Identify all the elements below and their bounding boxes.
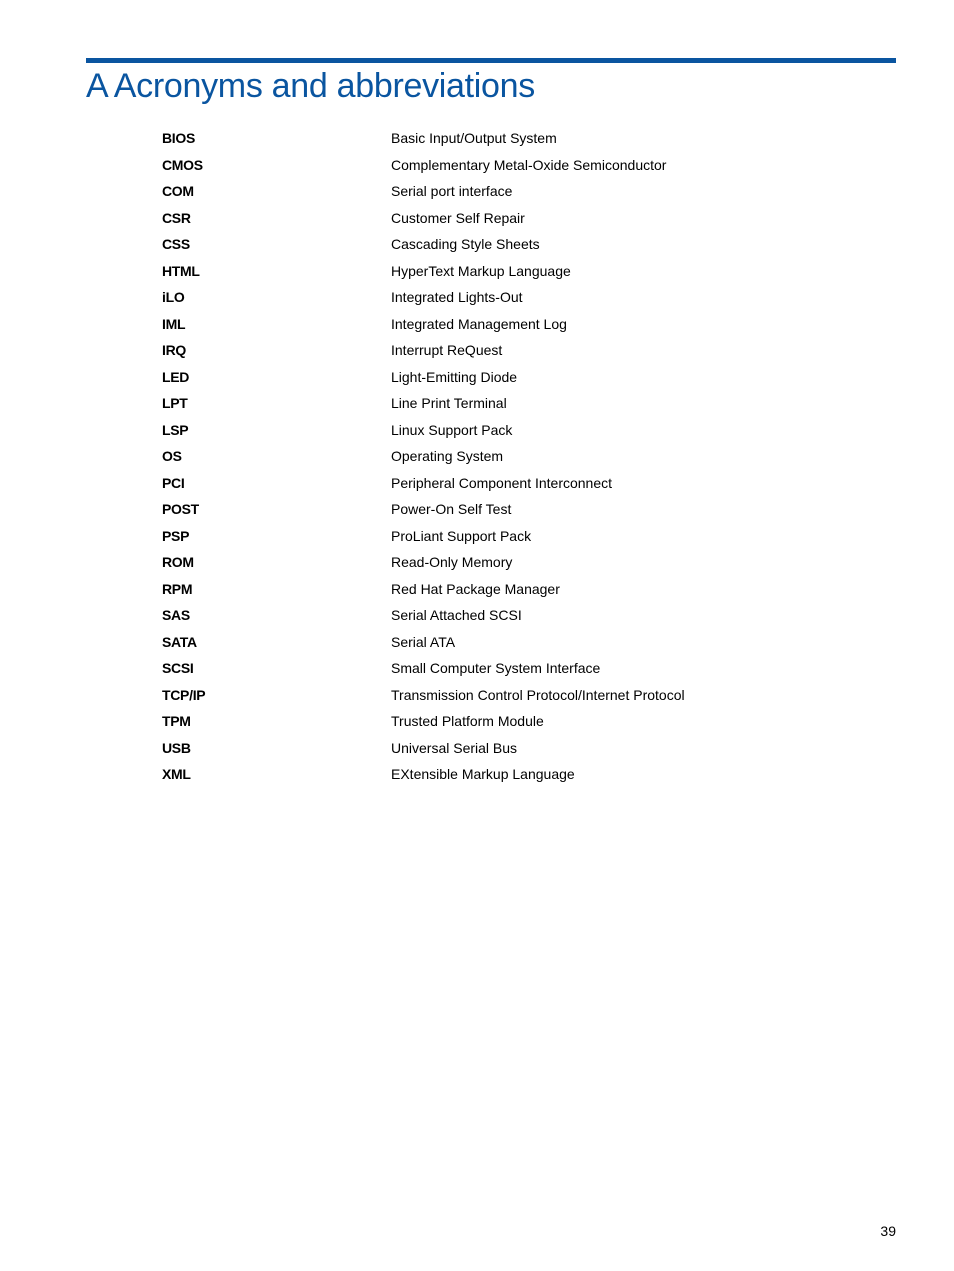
list-item bbox=[162, 576, 782, 603]
acronym-definition: Red Hat Package Manager bbox=[391, 580, 560, 597]
list-item bbox=[162, 152, 782, 179]
list-item bbox=[162, 364, 782, 391]
page-number: 39 bbox=[880, 1223, 896, 1239]
list-item bbox=[162, 761, 782, 788]
acronym-term: RPM bbox=[162, 580, 193, 597]
acronym-definition: Power-On Self Test bbox=[391, 501, 512, 517]
acronym-term: TPM bbox=[162, 713, 191, 729]
list-item bbox=[162, 125, 782, 152]
acronym-definition: Universal Serial Bus bbox=[391, 739, 518, 756]
acronym-definition: Peripheral Component Interconnect bbox=[391, 474, 613, 491]
list-item bbox=[162, 708, 782, 735]
list-item bbox=[162, 178, 782, 205]
acronym-term: PCI bbox=[162, 474, 185, 491]
acronym-definition: ProLiant Support Pack bbox=[391, 527, 532, 544]
list-item bbox=[162, 205, 782, 232]
list-item bbox=[162, 443, 782, 470]
acronym-definition: Serial ATA bbox=[391, 633, 456, 650]
list-item bbox=[162, 549, 782, 576]
acronym-term: XML bbox=[162, 766, 191, 782]
acronym-list bbox=[162, 125, 782, 788]
acronym-term: LED bbox=[162, 368, 190, 385]
acronym-term: PSP bbox=[162, 527, 190, 544]
acronym-definition: HyperText Markup Language bbox=[391, 262, 571, 279]
acronym-term: TCP/IP bbox=[162, 686, 206, 703]
list-item bbox=[162, 470, 782, 497]
acronym-definition: Integrated Lights-Out bbox=[391, 289, 523, 305]
acronym-term: iLO bbox=[162, 289, 185, 305]
list-item bbox=[162, 602, 782, 629]
acronym-definition: Linux Support Pack bbox=[391, 421, 513, 438]
list-item bbox=[162, 655, 782, 682]
acronym-term: SCSI bbox=[162, 660, 194, 676]
list-item bbox=[162, 311, 782, 338]
acronym-term: CSS bbox=[162, 236, 190, 252]
title-rule bbox=[86, 58, 896, 63]
acronym-definition: Interrupt ReQuest bbox=[391, 342, 503, 358]
list-item bbox=[162, 390, 782, 417]
acronym-term: LPT bbox=[162, 395, 188, 411]
acronym-definition: Serial port interface bbox=[391, 183, 513, 199]
list-item bbox=[162, 258, 782, 285]
list-item bbox=[162, 629, 782, 656]
acronym-term: CMOS bbox=[162, 156, 203, 173]
list-item bbox=[162, 284, 782, 311]
acronym-term: SAS bbox=[162, 607, 190, 623]
acronym-term: IRQ bbox=[162, 342, 186, 358]
acronym-term: ROM bbox=[162, 554, 194, 570]
acronym-term: HTML bbox=[162, 262, 200, 279]
acronym-definition: Transmission Control Protocol/Internet Protocol bbox=[391, 686, 685, 703]
acronym-definition: Integrated Management Log bbox=[391, 315, 567, 332]
acronym-term: BIOS bbox=[162, 130, 196, 146]
list-item bbox=[162, 231, 782, 258]
acronym-definition: Small Computer System Interface bbox=[391, 660, 601, 676]
acronym-definition: Read-Only Memory bbox=[391, 554, 513, 570]
list-item bbox=[162, 496, 782, 523]
acronym-term: USB bbox=[162, 739, 191, 756]
acronym-term: LSP bbox=[162, 421, 189, 438]
list-item bbox=[162, 417, 782, 444]
acronym-term: OS bbox=[162, 448, 182, 464]
acronym-term: POST bbox=[162, 501, 199, 517]
acronym-term: IML bbox=[162, 315, 186, 332]
acronym-definition: Line Print Terminal bbox=[391, 395, 507, 411]
acronym-definition: Customer Self Repair bbox=[391, 209, 525, 226]
list-item bbox=[162, 682, 782, 709]
acronym-term: CSR bbox=[162, 209, 191, 226]
acronym-definition: Basic Input/Output System bbox=[391, 130, 557, 146]
acronym-term: SATA bbox=[162, 633, 197, 650]
acronym-definition: EXtensible Markup Language bbox=[391, 766, 575, 782]
list-item bbox=[162, 337, 782, 364]
acronym-term: COM bbox=[162, 183, 194, 199]
acronym-definition: Trusted Platform Module bbox=[391, 713, 544, 729]
acronym-definition: Complementary Metal-Oxide Semiconductor bbox=[391, 156, 667, 173]
list-item bbox=[162, 523, 782, 550]
page-title: A Acronyms and abbreviations bbox=[86, 67, 535, 105]
acronym-definition: Cascading Style Sheets bbox=[391, 236, 540, 252]
acronym-definition: Serial Attached SCSI bbox=[391, 607, 522, 623]
acronym-definition: Operating System bbox=[391, 448, 504, 464]
acronym-definition: Light-Emitting Diode bbox=[391, 368, 518, 385]
list-item bbox=[162, 735, 782, 762]
